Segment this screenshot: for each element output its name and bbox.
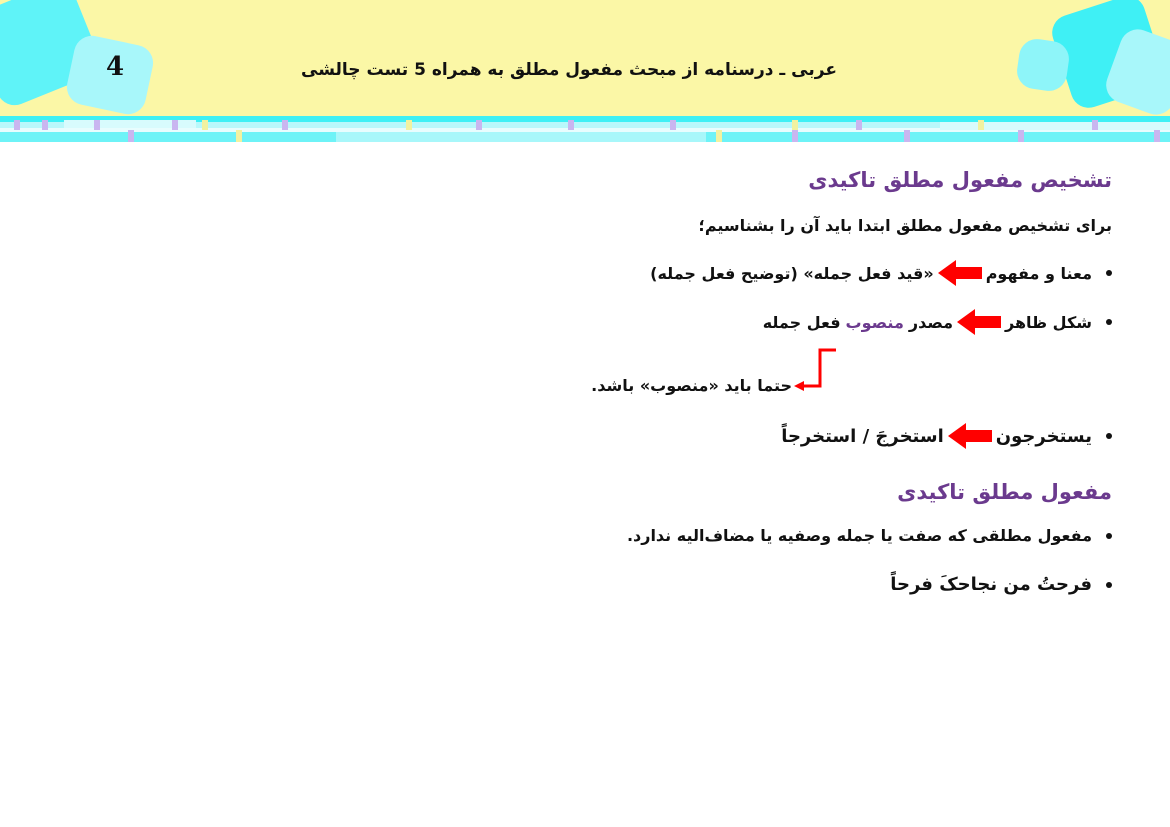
form-value-highlight: منصوب xyxy=(845,312,904,332)
list-item-form xyxy=(763,309,1112,335)
left-arrow-icon xyxy=(957,309,1001,335)
list-item-example xyxy=(781,423,1112,449)
list-item-sentence-example xyxy=(890,574,1112,595)
bullet-icon xyxy=(1106,319,1112,325)
list-item-meaning xyxy=(650,260,1112,286)
elbow-arrow-icon xyxy=(794,346,840,394)
header-title: عربی ـ درسنامه از مبحث مفعول مطلق به همراه 5 تست چالشی xyxy=(301,60,837,80)
page-number: 4 xyxy=(106,52,125,82)
definition-text: مفعول مطلقی که صفت یا جمله وصفیه یا مضاف‌الیه ندارد. xyxy=(626,526,1092,545)
bullet-icon xyxy=(1106,582,1112,588)
meaning-label: معنا و مفهوم xyxy=(985,263,1092,283)
section-heading-detection: تشخیص مفعول مطلق تاکیدی xyxy=(808,168,1112,192)
left-arrow-icon xyxy=(938,260,982,286)
sentence-example-text: فرحتُ من نجاحکَ فرحاً xyxy=(890,574,1092,595)
section-heading-emphatic: مفعول مطلق تاکیدی xyxy=(897,480,1112,504)
meaning-value: «قید فعل جمله» (توضیح فعل جمله) xyxy=(650,263,934,283)
bullet-icon xyxy=(1106,433,1112,439)
example-verb: یستخرجون xyxy=(995,425,1092,447)
bullet-icon xyxy=(1106,533,1112,539)
list-item-definition xyxy=(627,526,1112,545)
intro-text-content: برای تشخیص مفعول مطلق ابتدا باید آن را بشناسیم؛ xyxy=(698,216,1112,235)
left-arrow-icon xyxy=(948,423,992,449)
example-forms: استخرجَ / استخرجاً xyxy=(781,425,944,447)
form-value-prefix: مصدر xyxy=(908,312,953,332)
note-must-be-mansub: حتما باید «منصوب» باشد. xyxy=(591,376,792,395)
intro-text xyxy=(698,216,1112,235)
bullet-icon xyxy=(1106,270,1112,276)
form-label: شکل ظاهر xyxy=(1004,312,1092,332)
form-value-suffix: فعل جمله xyxy=(762,312,841,332)
